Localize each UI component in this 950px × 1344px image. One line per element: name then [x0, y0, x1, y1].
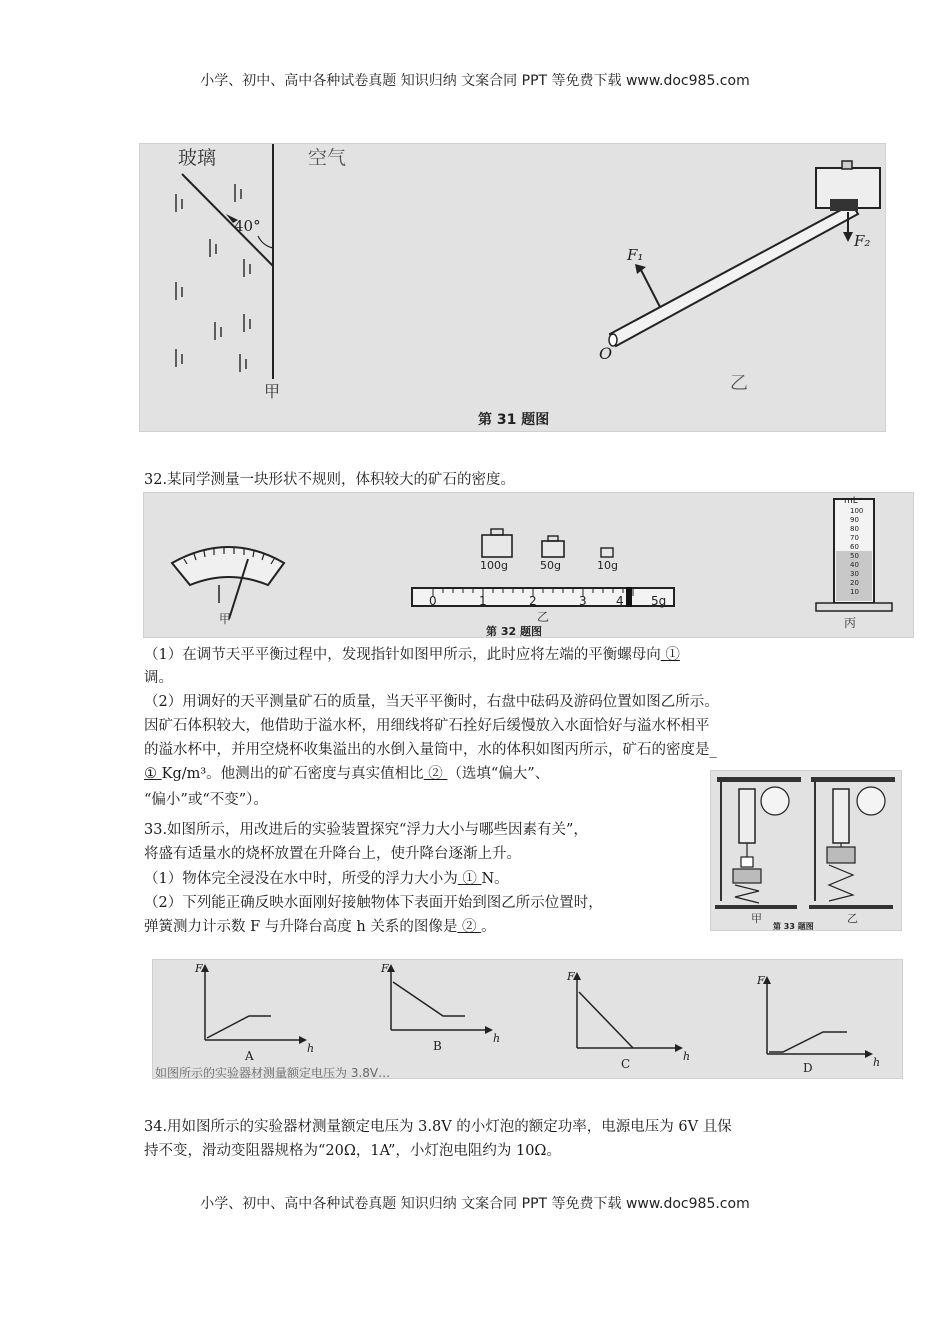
label-glass: 玻璃: [178, 147, 217, 169]
page-header: 小学、初中、高中各种试卷真题 知识归纳 文案合同 PPT 等免费下载 www.doc985.com: [200, 73, 750, 89]
cylinder-unit: mL: [844, 496, 858, 506]
caption-32: 第 32 题图: [486, 625, 542, 637]
f2-arrow-head-icon: [843, 232, 853, 242]
rider: [626, 587, 632, 607]
label-f1: F₁: [627, 246, 644, 264]
svg-text:60: 60: [850, 543, 859, 551]
scale-tick-3: 3: [579, 594, 587, 608]
svg-text:40: 40: [850, 561, 859, 569]
beaker-yi: [827, 847, 855, 863]
stand-top-jia: [717, 777, 801, 782]
q32-p1: （1）在调节天平平衡过程中，发现指针如图甲所示，此时应将左端的平衡螺母向 ①: [144, 647, 680, 663]
label-air: 空气: [308, 147, 347, 169]
weight-label-100g: 100g: [480, 559, 508, 572]
weight-label-10g: 10g: [597, 559, 618, 572]
label-yi: 乙: [730, 373, 748, 394]
lift-yi: [829, 865, 853, 901]
weight-100g: [482, 535, 512, 557]
blank-q33-2: ②: [457, 919, 482, 935]
blank-q32-3: ②: [423, 766, 448, 782]
blank-q32-1: ①: [660, 647, 680, 663]
svg-text:100: 100: [850, 507, 864, 515]
lift-jia: [735, 885, 759, 903]
scale-tick-4: 4: [616, 594, 624, 608]
svg-text:70: 70: [850, 534, 859, 542]
label-yi-32: 乙: [537, 610, 550, 624]
scale-tick-5: 5g: [651, 594, 667, 608]
q33-l1: 33.如图所示，用改进后的实验装置探究“浮力大小与哪些因素有关”，: [144, 822, 588, 838]
q33-l4: （2）下列能正确反映水面刚好接触物体下表面开始到图乙所示位置时，: [144, 895, 603, 911]
spring-scale-jia: [739, 789, 755, 843]
svg-text:20: 20: [850, 579, 859, 587]
svg-text:h: h: [493, 1032, 501, 1045]
svg-text:h: h: [873, 1056, 881, 1069]
graph-label-d: D: [803, 1061, 813, 1075]
graph-d: [767, 982, 867, 1054]
q34-l1: 34.用如图所示的实验器材测量额定电压为 3.8V 的小灯泡的额定功率，电源电压为 6V 且保: [144, 1119, 732, 1135]
glass-hatching: [176, 184, 250, 372]
figure-31: [139, 143, 886, 432]
label-f2: F₂: [854, 232, 871, 250]
weight-clamp: [830, 199, 858, 211]
svg-text:90: 90: [850, 516, 859, 524]
zoom-circle-yi: [857, 787, 885, 815]
svg-text:50: 50: [850, 552, 859, 560]
lever: [610, 204, 858, 346]
graph-a: [205, 970, 301, 1040]
angle-arc: [258, 236, 273, 248]
scale-tick-2: 2: [529, 594, 537, 608]
cut-off-text: 如图所示的实验器材测量额定电压为 3.8V…: [155, 1066, 391, 1078]
q33-l2: 将盛有适量水的烧杯放置在升降台上，使升降台逐渐上升。: [144, 846, 521, 862]
q33-l5: 弹簧测力计示数 F 与升降台高度 h 关系的图像是 ② 。: [144, 919, 496, 935]
scale-tick-0: 0: [429, 594, 437, 608]
blank-q32-2: ①: [144, 766, 162, 782]
beaker-jia: [733, 869, 761, 883]
weight-10g: [601, 548, 613, 557]
page-footer: 小学、初中、高中各种试卷真题 知识归纳 文案合同 PPT 等免费下载 www.doc985.com: [200, 1196, 750, 1212]
label-yi-33: 乙: [847, 912, 858, 925]
object-jia: [741, 857, 753, 867]
figure-33: [710, 770, 902, 931]
figure-graphs: [152, 959, 903, 1079]
q32-p2c: 的溢水杯中，并用空烧杯收集溢出的水倒入量筒中，水的体积如图丙所示，矿石的密度是_: [144, 742, 717, 758]
balance-dial: [172, 547, 284, 585]
label-jia: 甲: [264, 382, 281, 401]
f1-arrow-head-icon: [635, 264, 646, 274]
label-o: O: [599, 344, 613, 363]
q32-p2e: “偏小”或“不变”）。: [144, 792, 268, 808]
scale-tick-1: 1: [479, 594, 487, 608]
svg-text:h: h: [307, 1042, 315, 1055]
q34-l2: 持不变，滑动变阻器规格为“20Ω，1A”，小灯泡电阻约为 10Ω。: [144, 1143, 561, 1159]
zoom-circle-jia: [761, 787, 789, 815]
svg-text:F: F: [381, 962, 389, 975]
caption-33: 第 33 题图: [773, 922, 814, 930]
q32-p1-end: 调。: [144, 670, 173, 686]
blank-q33-1: ①: [457, 871, 482, 887]
angle-label: 40°: [234, 217, 261, 235]
svg-text:30: 30: [850, 570, 859, 578]
svg-text:10: 10: [850, 588, 859, 596]
weight-knob: [842, 161, 852, 169]
label-bing: 丙: [844, 616, 857, 630]
caption-31: 第 31 题图: [478, 412, 550, 428]
graph-label-b: B: [433, 1039, 442, 1053]
spring-scale-yi: [833, 789, 849, 843]
graph-label-c: C: [621, 1057, 631, 1071]
graph-label-a: A: [245, 1049, 254, 1063]
q32-p2b: 因矿石体积较大，他借助于溢水杯，用细线将矿石拴好后缓慢放入水面恰好与溢水杯相平: [144, 718, 710, 734]
q33-l3: （1）物体完全浸没在水中时，所受的浮力大小为 ① N。: [144, 871, 509, 887]
label-jia-33: 甲: [751, 912, 762, 925]
figure-32: [143, 492, 914, 638]
graph-b: [391, 970, 487, 1030]
q32-p2d: ① Kg/m³。他测出的矿石密度与真实值相比 ② （选填“偏大”、: [144, 766, 550, 782]
svg-text:h: h: [683, 1050, 691, 1063]
label-jia-32: 甲: [219, 612, 232, 626]
cylinder-base: [816, 603, 892, 611]
svg-text:F: F: [757, 974, 765, 987]
weight-50g: [542, 541, 564, 557]
svg-text:F: F: [195, 962, 203, 975]
svg-text:80: 80: [850, 525, 859, 533]
svg-text:F: F: [567, 970, 575, 983]
f1-arrow: [640, 268, 660, 307]
q32-title: 32.某同学测量一块形状不规则，体积较大的矿石的密度。: [144, 472, 516, 488]
graph-c: [577, 978, 677, 1048]
q32-p2a: （2）用调好的天平测量矿石的质量，当天平平衡时，右盘中砝码及游码位置如图乙所示。: [144, 694, 719, 710]
weight-label-50g: 50g: [540, 559, 561, 572]
stand-top-yi: [811, 777, 895, 782]
